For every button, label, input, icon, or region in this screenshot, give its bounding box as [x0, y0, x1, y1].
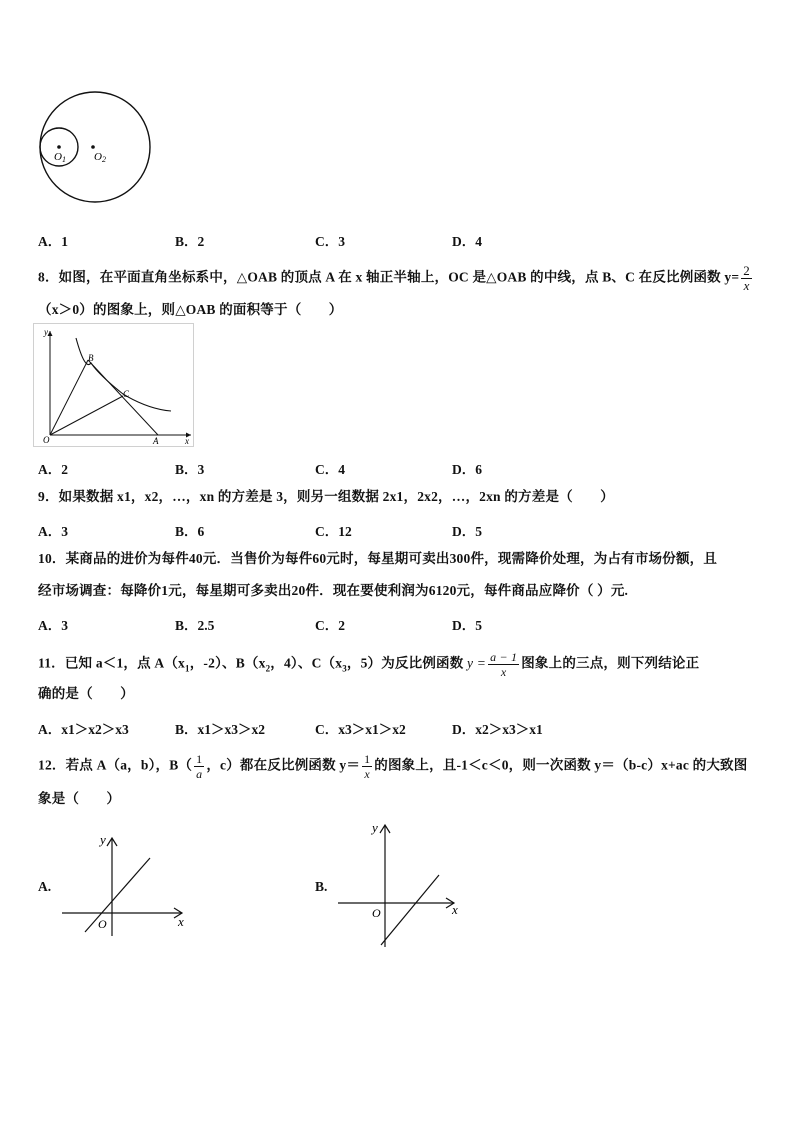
svg-text:x: x: [452, 902, 458, 917]
svg-text:B: B: [88, 353, 94, 363]
q11-option-b: B．x1＞x3＞x2: [175, 722, 266, 737]
svg-text:x: x: [178, 914, 184, 929]
line-b: [381, 875, 439, 945]
svg-text:O: O: [372, 906, 381, 920]
point-o2: [91, 145, 95, 149]
q7-option-c: C．3: [315, 234, 345, 249]
circles-figure: [35, 90, 155, 205]
q11-option-a: A．x1＞x2＞x3: [38, 722, 129, 737]
q12-stem-line2: 象是（ ）: [38, 791, 121, 806]
q10-stem-line2: 经市场调查：每降价1元，每星期可多卖出20件．现在要使利润为6120元，每件商品应降价（ ）元.: [38, 583, 629, 598]
q12-option-a-label: A.: [38, 879, 52, 894]
q12-graph-b: [336, 815, 471, 950]
q8-graph: [33, 323, 195, 448]
q10-option-a: A．3: [38, 618, 68, 633]
large-circle: [40, 92, 150, 202]
q12-stem-line1: 12．若点 A（a，b），B（ $\frac{1}{a}$ ，c）都在反比例函数 y＝ $\frac{1}{x}$ 的图象上，且-1＜c＜0，则一次函数 y＝（b-c）x+ac 的大致图: [38, 752, 748, 781]
q10-option-d: D．5: [452, 618, 482, 633]
q7-option-d: D．4: [452, 234, 482, 249]
line-a: [85, 858, 150, 932]
svg-text:A: A: [153, 436, 159, 446]
q12-option-b-label: B.: [315, 879, 328, 894]
q12-graph-a: [58, 828, 193, 940]
q11-option-c: C．x3＞x1＞x2: [315, 722, 406, 737]
q9-option-a: A．3: [38, 524, 68, 539]
q8-option-a: A．2: [38, 462, 68, 477]
svg-text:O: O: [43, 435, 50, 445]
q9-option-d: D．5: [452, 524, 482, 539]
q11-stem-line1: 11．已知 a＜1，点 $A(x_1$，-2）、$B(x_2$，4）、$C(x_3$，5）为反比例函数 y = $\frac{a - 1}{x}$ 图象上的三点，则下列结论正: [38, 650, 700, 679]
q8-option-c: C．4: [315, 462, 345, 477]
label-o1: O1: [54, 151, 66, 164]
q7-option-b: B．2: [175, 234, 205, 249]
q9-option-b: B．6: [175, 524, 205, 539]
q8-stem-line2: （x＞0）的图象上，则△OAB 的面积等于（ ）: [38, 302, 343, 317]
svg-text:y: y: [100, 832, 106, 847]
q9-option-c: C．12: [315, 524, 352, 539]
label-o2: O2: [94, 151, 106, 164]
q8-stem-line1: 8．如图，在平面直角坐标系中，△OAB 的顶点 A 在 x 轴正半轴上，OC 是△OAB 的中线，点 B、C 在反比例函数 y= $\frac{2}{x}$: [38, 263, 750, 293]
svg-text:x: x: [185, 436, 189, 446]
q11-option-d: D．x2＞x3＞x1: [452, 722, 543, 737]
q9-stem: 9．如果数据 x1，x2，…，xn 的方差是 3，则另一组数据 2x1，2x2，…，2xn 的方差是（ ）: [38, 489, 614, 504]
q10-option-c: C．2: [315, 618, 345, 633]
point-o1: [57, 145, 61, 149]
svg-text:y: y: [372, 820, 378, 835]
q10-stem-line1: 10．某商品的进价为每件40元．当售价为每件60元时，每星期可卖出300件，现需降价处理，为占有市场份额，且: [38, 551, 718, 566]
q8-option-b: B．3: [175, 462, 205, 477]
svg-text:y: y: [44, 327, 48, 337]
svg-text:C: C: [123, 389, 130, 399]
q11-stem-line2: 确的是（ ）: [38, 686, 134, 701]
q8-option-d: D．6: [452, 462, 482, 477]
svg-text:O: O: [98, 917, 107, 931]
q7-option-a: A．1: [38, 234, 68, 249]
q10-option-b: B．2.5: [175, 618, 215, 633]
